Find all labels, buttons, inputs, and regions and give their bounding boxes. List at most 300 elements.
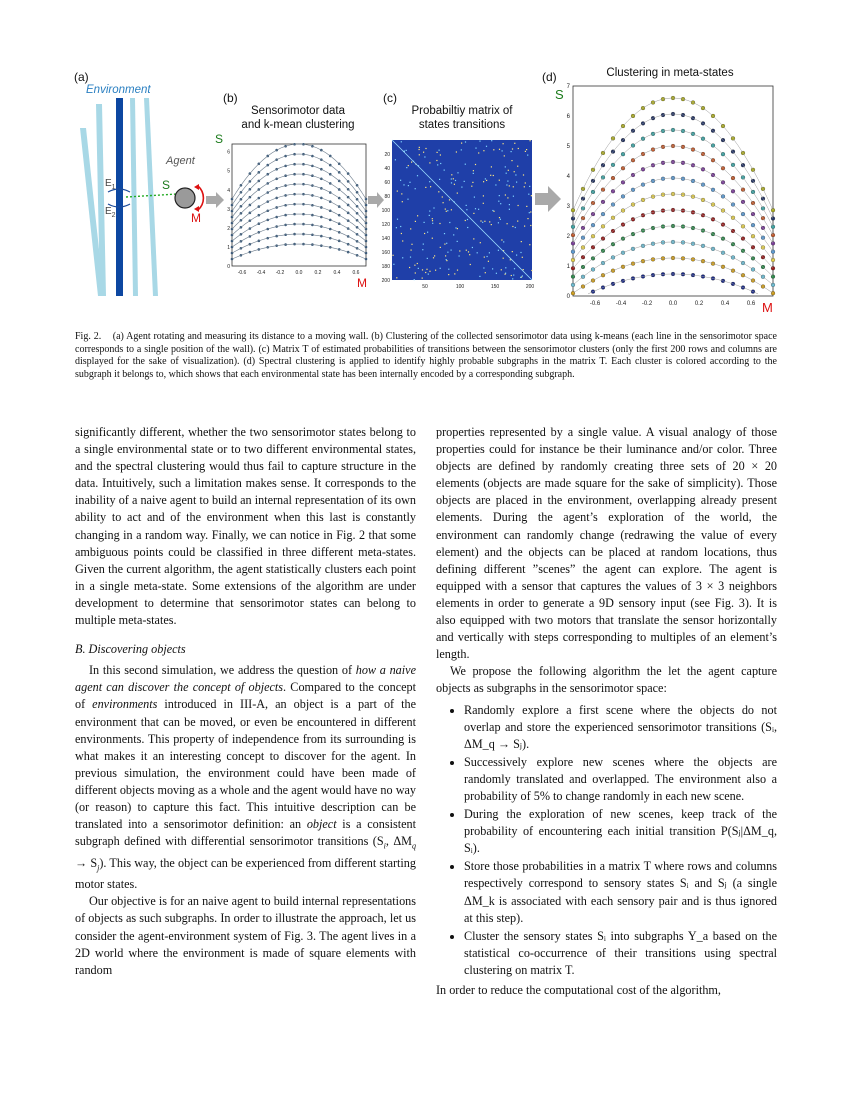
left-column: [75, 424, 416, 979]
matrix-cell: [471, 186, 472, 187]
matrix-cell: [507, 197, 508, 198]
matrix-cell: [438, 191, 439, 192]
right-paragraph-3: In order to reduce the computational cost of the algorithm,: [436, 983, 721, 997]
list-item: • Randomly explore a first scene where the objects do not overlap and store the experienced sensorimotor transitions (Sᵢ, ΔM_q → Sⱼ).: [464, 702, 777, 753]
y-tick-label: 0: [227, 264, 230, 270]
matrix-cell: [459, 255, 460, 256]
matrix-cell: [516, 182, 517, 183]
matrix-cell: [499, 180, 500, 181]
y-tick-label: 2: [227, 225, 230, 232]
caption-text: (a) Agent rotating and measuring its distance to a moving wall. (b) Clustering of the collected sensorimotor data using k-means (each line in the sensorimotor space corresponds to a single position of the wall). (c) Matrix T of estimated probabilities of transitions between the sensorimotor clusters (only the first 200 rows and columns are displayed for the sake of visualization). (d) Spectral clustering is applied to identify highly probable subgraphs in the matrix T. Each cluster is colored according to the subgraph it belongs to, which shows that each environmental state has been internally encoded by a corresponding subgraph.: [75, 331, 777, 380]
right-paragraph-1: properties represented by a single value. A visual analogy of those properties could for instance be their luminance and/or color. Three objects are defined by randomly creating three sets of 20 × 20 elements (objects are made square for the sake of simplicity). Those objects are placed in the environment, overlapping already present elements. During the agent’s exploration of the world, the environment can randomly change (redrawing the value of every element) and the objects can be placed at random locations, thus defining different ”scenes” the agent can explore. The agent is equipped with a sensor that captures the values of 3 × 3 neighbors elements in order to generate a 9D sensory input (see Fig. 3). It is also equipped with two motors that translate the sensor horizontally and vertically with steps corresponding to multiples of an element’s length.: [436, 425, 777, 662]
matrix-cell: [466, 250, 467, 251]
wall-dark: [116, 98, 123, 296]
matrix-cell: [403, 184, 404, 185]
data-point: [571, 250, 575, 254]
matrix-cell: [518, 205, 519, 206]
matrix-cell: [472, 182, 473, 183]
matrix-cell: [482, 222, 483, 223]
y-tick-label: 0: [566, 294, 570, 300]
matrix-cell: [473, 213, 474, 214]
matrix-cell: [448, 269, 449, 270]
matrix-cell: [479, 276, 480, 277]
panel-a-m-label: M: [191, 211, 201, 225]
matrix-cell: [393, 264, 394, 265]
matrix-cell: [445, 255, 446, 256]
matrix-cell: [456, 151, 457, 152]
matrix-cell: [483, 195, 484, 196]
matrix-cell: [529, 186, 530, 187]
x-tick-label: -0.4: [256, 270, 266, 276]
y-tick-label: 4: [566, 174, 570, 180]
matrix-cell: [400, 226, 401, 227]
panel-b-plot: [220, 136, 370, 286]
matrix-cell: [483, 181, 484, 182]
x-tick-label: 150: [490, 284, 500, 290]
matrix-cell: [518, 148, 519, 149]
matrix-cell: [524, 186, 525, 187]
matrix-cell: [419, 149, 420, 150]
matrix-cell: [453, 234, 454, 235]
matrix-cell: [432, 223, 433, 224]
matrix-cell: [443, 202, 444, 203]
matrix-cell: [511, 160, 512, 161]
matrix-cell: [400, 180, 401, 181]
x-tick-label: -0.2: [641, 301, 653, 307]
matrix-cell: [437, 152, 438, 153]
matrix-cell: [525, 151, 526, 152]
x-tick-label: 0.4: [333, 270, 341, 276]
data-point: [771, 250, 775, 254]
matrix-cell: [402, 201, 403, 202]
matrix-cell: [411, 162, 412, 163]
matrix-cell: [418, 268, 419, 269]
matrix-cell: [531, 270, 532, 271]
matrix-cell: [503, 241, 504, 242]
matrix-cell: [490, 175, 491, 176]
matrix-cell: [523, 269, 524, 270]
x-tick-label: -0.4: [615, 301, 627, 307]
matrix-cell: [491, 140, 492, 141]
matrix-cell: [514, 143, 515, 144]
matrix-cell: [480, 242, 481, 243]
matrix-cell: [469, 254, 470, 255]
matrix-cell: [473, 238, 474, 239]
matrix-cell: [496, 273, 497, 274]
matrix-cell: [427, 258, 428, 259]
matrix-cell: [515, 174, 516, 175]
matrix-cell: [427, 232, 428, 233]
matrix-cell: [499, 217, 500, 218]
matrix-cell: [451, 178, 452, 179]
matrix-cell: [440, 154, 441, 155]
x-tick-label: 50: [422, 284, 428, 290]
matrix-cell: [510, 259, 511, 260]
matrix-cell: [520, 277, 521, 278]
matrix-cell: [509, 209, 510, 210]
matrix-cell: [517, 166, 518, 167]
matrix-cell: [411, 244, 412, 245]
x-tick-label: 100: [455, 284, 465, 290]
matrix-cell: [508, 170, 509, 171]
matrix-cell: [516, 255, 517, 256]
matrix-cell: [437, 164, 438, 165]
matrix-cell: [530, 225, 531, 226]
matrix-cell: [503, 258, 504, 259]
matrix-cell: [402, 257, 403, 258]
matrix-cell: [529, 244, 530, 245]
matrix-cell: [498, 250, 499, 251]
y-tick-label: 20: [384, 152, 390, 158]
matrix-cell: [457, 172, 458, 173]
matrix-cell: [493, 149, 494, 150]
matrix-cell: [485, 272, 486, 273]
matrix-cell: [429, 211, 430, 212]
matrix-cell: [489, 221, 490, 222]
matrix-cell: [442, 196, 443, 197]
matrix-cell: [467, 219, 468, 220]
matrix-cell: [454, 184, 455, 185]
panel-d-title: Clustering in meta-states: [606, 67, 734, 79]
matrix-cell: [451, 174, 452, 175]
panel-d-s-label: S: [555, 87, 564, 102]
matrix-cell: [449, 222, 450, 223]
matrix-cell: [454, 273, 455, 274]
matrix-cell: [465, 164, 466, 165]
agent-label: Agent: [166, 155, 195, 167]
matrix-cell: [457, 228, 458, 229]
matrix-cell: [475, 148, 476, 149]
matrix-cell: [401, 193, 402, 194]
matrix-cell: [468, 251, 469, 252]
y-tick-label: 120: [381, 222, 390, 228]
matrix-cell: [417, 215, 418, 216]
matrix-cell: [478, 152, 479, 153]
matrix-cell: [504, 155, 505, 156]
matrix-cell: [433, 257, 434, 258]
matrix-cell: [478, 209, 479, 210]
matrix-cell: [440, 163, 441, 164]
matrix-cell: [474, 197, 475, 198]
matrix-cell: [423, 152, 424, 153]
matrix-cell: [515, 227, 516, 228]
matrix-cell: [424, 156, 425, 157]
matrix-cell: [444, 170, 445, 171]
arrow-a-b: [206, 192, 224, 208]
y-tick-label: 2: [566, 234, 570, 240]
matrix-cell: [448, 274, 449, 275]
matrix-cell: [432, 238, 433, 239]
matrix-cell: [495, 184, 496, 185]
caption-label: Fig. 2.: [75, 331, 102, 342]
matrix-cell: [530, 140, 531, 141]
matrix-cell: [410, 228, 411, 229]
x-tick-label: 0.0: [295, 270, 303, 276]
y-tick-label: 40: [384, 166, 390, 172]
x-tick-label: -0.6: [237, 270, 247, 276]
matrix-cell: [498, 201, 499, 202]
y-tick-label: 180: [381, 264, 390, 270]
x-tick-label: 0.6: [746, 301, 756, 307]
matrix-cell: [517, 221, 518, 222]
data-point: [771, 291, 775, 295]
y-tick-label: 140: [381, 236, 390, 242]
matrix-cell: [417, 263, 418, 264]
matrix-cell: [415, 188, 416, 189]
matrix-cell: [529, 212, 530, 213]
y-tick-label: 1: [227, 244, 230, 251]
y-tick-label: 6: [227, 149, 230, 156]
list-item: • During the exploration of new scenes, keep track of the probability of encountering each initial transition P(Sⱼ|ΔM_q, Sᵢ).: [464, 806, 777, 857]
matrix-cell: [483, 267, 484, 268]
matrix-cell: [526, 149, 527, 150]
matrix-cell: [414, 279, 415, 280]
y-tick-label: 100: [381, 208, 390, 214]
x-tick-label: 0.6: [352, 270, 360, 276]
matrix-cell: [493, 211, 494, 212]
matrix-cell: [520, 252, 521, 253]
matrix-cell: [459, 250, 460, 251]
matrix-cell: [473, 170, 474, 171]
matrix-cell: [501, 239, 502, 240]
matrix-cell: [484, 221, 485, 222]
matrix-cell: [512, 148, 513, 149]
y-tick-label: 160: [381, 250, 390, 256]
matrix-cell: [406, 150, 407, 151]
matrix-cell: [509, 185, 510, 186]
panel-b-s-label: S: [215, 132, 224, 146]
matrix-cell: [530, 211, 531, 212]
matrix-cell: [475, 164, 476, 165]
algorithm-list: [436, 702, 777, 980]
x-tick-label: 0.2: [694, 301, 704, 307]
panel-b-letter: (b): [223, 91, 238, 105]
matrix-cell: [514, 171, 515, 172]
matrix-cell: [522, 275, 523, 276]
matrix-cell: [522, 257, 523, 258]
matrix-cell: [511, 151, 512, 152]
matrix-cell: [525, 182, 526, 183]
matrix-cell: [464, 181, 465, 182]
matrix-cell: [505, 194, 506, 195]
plot-frame: [232, 144, 366, 266]
matrix-cell: [465, 220, 466, 221]
matrix-cell: [440, 268, 441, 269]
matrix-cell: [434, 255, 435, 256]
matrix-cell: [492, 268, 493, 269]
matrix-cell: [512, 226, 513, 227]
matrix-cell: [426, 269, 427, 270]
matrix-cell: [415, 272, 416, 273]
matrix-cell: [486, 180, 487, 181]
panel-c-matrix: [370, 134, 540, 290]
matrix-cell: [498, 222, 499, 223]
matrix-cell: [457, 241, 458, 242]
left-paragraph-1: significantly different, whether the two sensorimotor states belong to a single environmental state or to two different environmental states, and the spectral clustering would thus fail to capture structure in the data. Intuitively, such a limitation makes sense. It corresponds to the inability of a naive agent to build an internal representation of its own ability to act and of the environment when this last is constantly changing in a random way. Finally, we can notice in Fig. 2 that some ambiguous points could be classified in three different meta-states. Given the current algorithm, the agent statistically clusters each point in a single meta-state. Some extensions of the algorithm are under development to determine that sensorimotor states can belong to multiple meta-states.: [75, 425, 416, 628]
matrix-cell: [436, 160, 437, 161]
y-tick-label: 5: [227, 168, 230, 175]
y-tick-label: 200: [381, 278, 390, 284]
matrix-cell: [433, 207, 434, 208]
matrix-cell: [461, 143, 462, 144]
matrix-cell: [409, 182, 410, 183]
e1-label: $E_1$: [105, 178, 116, 191]
matrix-cell: [521, 241, 522, 242]
data-point: [571, 225, 575, 229]
matrix-cell: [402, 240, 403, 241]
panel-a-diagram: [70, 96, 220, 302]
matrix-cell: [401, 233, 402, 234]
matrix-cell: [432, 220, 433, 221]
x-tick-label: 0.0: [668, 301, 678, 307]
matrix-cell: [457, 270, 458, 271]
matrix-cell: [483, 150, 484, 151]
matrix-cell: [429, 181, 430, 182]
panel-a-s-label: S: [162, 178, 171, 192]
matrix-cell: [449, 199, 450, 200]
matrix-cell: [446, 211, 447, 212]
matrix-cell: [503, 143, 504, 144]
matrix-cell: [396, 277, 397, 278]
matrix-cell: [451, 250, 452, 251]
matrix-cell: [422, 249, 423, 250]
matrix-cell: [429, 271, 430, 272]
matrix-cell: [455, 227, 456, 228]
matrix-cell: [489, 252, 490, 253]
panel-a-letter: (a): [74, 70, 89, 84]
matrix-cell: [425, 148, 426, 149]
matrix-cell: [447, 210, 448, 211]
matrix-cell: [488, 261, 489, 262]
right-paragraph-2: We propose the following algorithm the let the agent capture objects as subgraphs in the sensorimotor space:: [436, 664, 777, 696]
y-tick-label: 4: [227, 187, 230, 194]
matrix-cell: [397, 191, 398, 192]
matrix-cell: [408, 185, 409, 186]
matrix-cell: [415, 221, 416, 222]
e2-label: $E_2$: [105, 206, 116, 219]
matrix-cell: [480, 220, 481, 221]
matrix-cell: [467, 227, 468, 228]
matrix-cell: [461, 187, 462, 188]
panel-b-title: Sensorimotor data and k-mean clustering: [241, 105, 355, 131]
figure-caption: [75, 331, 777, 381]
matrix-cell: [424, 222, 425, 223]
y-tick-label: 5: [566, 144, 570, 150]
panel-c-letter: (c): [383, 91, 397, 105]
matrix-cell: [511, 275, 512, 276]
matrix-cell: [439, 179, 440, 180]
matrix-cell: [428, 274, 429, 275]
matrix-cell: [409, 267, 410, 268]
matrix-cell: [486, 146, 487, 147]
matrix-cell: [444, 233, 445, 234]
matrix-cell: [439, 223, 440, 224]
matrix-cell: [512, 251, 513, 252]
matrix-cell: [484, 257, 485, 258]
matrix-cell: [440, 247, 441, 248]
matrix-cell: [461, 149, 462, 150]
matrix-cell: [485, 178, 486, 179]
matrix-cell: [483, 203, 484, 204]
x-tick-label: -0.6: [589, 301, 601, 307]
matrix-cell: [393, 255, 394, 256]
matrix-cell: [466, 209, 467, 210]
matrix-cell: [414, 265, 415, 266]
matrix-cell: [407, 199, 408, 200]
matrix-cell: [419, 147, 420, 148]
matrix-cell: [493, 175, 494, 176]
data-point: [771, 225, 775, 229]
matrix-cell: [451, 209, 452, 210]
matrix-cell: [523, 174, 524, 175]
y-tick-label: 1: [566, 264, 570, 270]
right-column: [436, 424, 777, 999]
matrix-cell: [499, 195, 500, 196]
matrix-cell: [417, 175, 418, 176]
matrix-cell: [505, 267, 506, 268]
matrix-cell: [513, 196, 514, 197]
matrix-cell: [477, 252, 478, 253]
matrix-cell: [444, 244, 445, 245]
matrix-cell: [457, 193, 458, 194]
left-paragraph-2: In this second simulation, we address the question of how a naive agent can discover the concept of objects. Compared to the concept of environments introduced in III-A, an object is a part of the environment that can be moved, or even be encountered in different environments. This property of independence from its surrounding is what makes it an interesting concept to discover for the agent. In previous simulation, the environment could have been made of different objects moving as a whole and the agent would have no way (or reason) to capture this fact. This intuitive description can be translated into a sensorimotor definition: an object is a consistent subgraph defined with differential sensorimotor transitions ($S_i$, $\Delta M_q \to S_j$). This way, the object can be experienced from different starting motor states.: [75, 663, 416, 892]
panel-d-plot: [553, 80, 783, 315]
matrix-cell: [526, 206, 527, 207]
data-point: [571, 208, 575, 212]
matrix-cell: [425, 272, 426, 273]
matrix-cell: [505, 274, 506, 275]
matrix-cell: [487, 256, 488, 257]
matrix-cell: [528, 194, 529, 195]
matrix-cell: [500, 203, 501, 204]
x-tick-label: 0.2: [314, 270, 322, 276]
y-tick-label: 7: [566, 84, 570, 90]
matrix-cell: [435, 270, 436, 271]
matrix-cell: [507, 181, 508, 182]
matrix-cell: [506, 184, 507, 185]
matrix-cell: [506, 173, 507, 174]
matrix-cell: [447, 252, 448, 253]
matrix-cell: [430, 186, 431, 187]
matrix-cell: [531, 195, 532, 196]
left-paragraph-3: Our objective is for an naive agent to build internal representations of objects as such subgraphs. In order to illustrate the approach, let us consider the agent-environment system of Fig. 3. The agent lives in a 2D world where the environment is made of square elements with random: [75, 894, 416, 977]
matrix-cell: [455, 180, 456, 181]
matrix-cell: [429, 162, 430, 163]
matrix-cell: [491, 166, 492, 167]
matrix-cell: [425, 187, 426, 188]
list-item: • Successively explore new scenes where the objects are randomly translated and overlapped. The environment also a probability of 5% to change randomly in each new scene.: [464, 754, 777, 805]
matrix-cell: [527, 155, 528, 156]
matrix-cell: [422, 278, 423, 279]
x-tick-label: 200: [525, 284, 535, 290]
matrix-cell: [406, 167, 407, 168]
matrix-cell: [475, 208, 476, 209]
matrix-cell: [422, 269, 423, 270]
y-tick-label: 3: [566, 204, 570, 210]
matrix-cell: [527, 218, 528, 219]
matrix-cell: [465, 141, 466, 142]
matrix-cell: [499, 149, 500, 150]
matrix-cell: [513, 275, 514, 276]
matrix-cell: [491, 224, 492, 225]
panel-c-title: Probabiltiy matrix of states transitions: [411, 105, 513, 131]
matrix-cell: [446, 243, 447, 244]
agent-body: [175, 188, 195, 208]
matrix-cell: [514, 268, 515, 269]
y-tick-label: 3: [227, 206, 230, 213]
section-heading: B. Discovering objects: [75, 642, 186, 657]
matrix-cell: [473, 173, 474, 174]
